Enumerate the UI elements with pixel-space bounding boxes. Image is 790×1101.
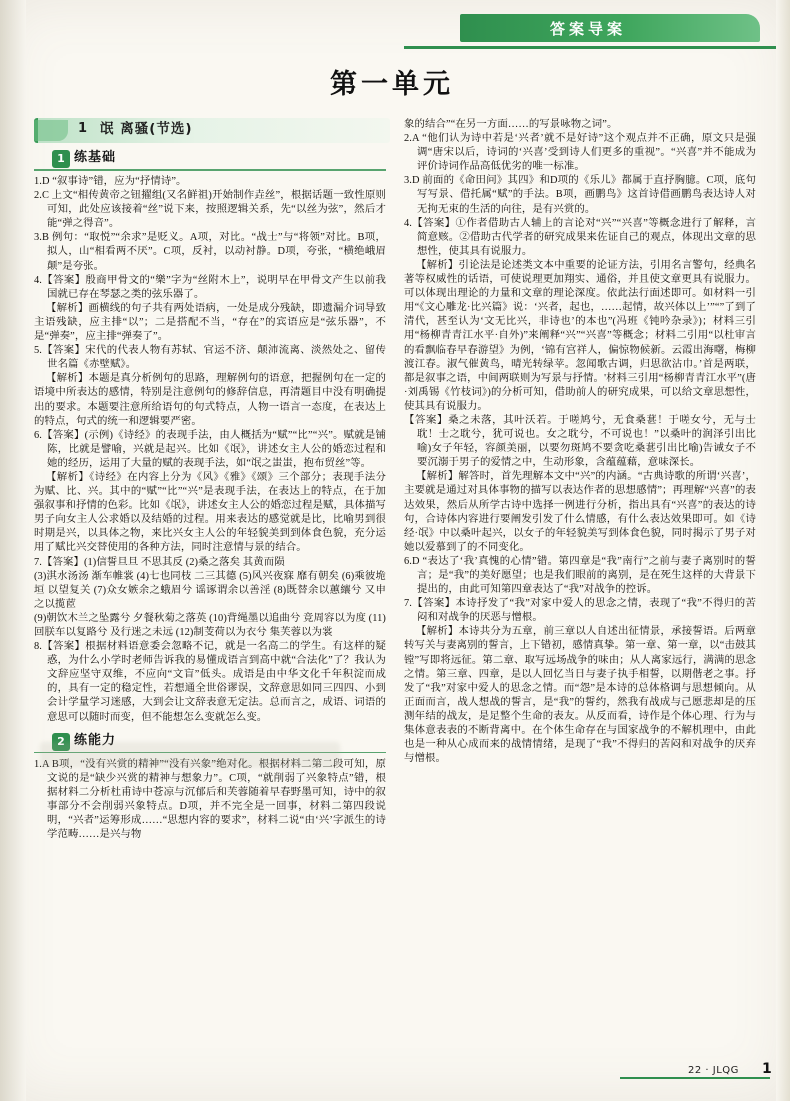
- footer-code: 22 · JLQG: [688, 1065, 739, 1076]
- answer-item: 1.A B项，“没有兴赏的精神”“没有兴象”绝对化。根据材料二第二段可知，原文说的是“缺少兴赏的精神与想象力”。C项，“就削弱了兴象特点”错，根据材料二分析杜甫诗中苍凉与沉郁后和芙蓉随着早春野墨可知，诗中的叙事部分不会削弱兴象特点。D项，并不完全是一回事，材料二第四段说明，“兴者”运筹形成……“思想内容的要求”，材料二说“由‘兴’字派生的诗学范畴……是兴与物: [34, 758, 386, 841]
- answer-item: 3.D 前面的《命田问》其四》和D项的《乐儿》都属于直抒胸臆。C项，底句写写景、借托属“赋”的手法。B项，画鹏鸟》这首诗借画鹏鸟表达诗人对无拘无束的生活的向往，是有兴赏的。: [404, 175, 756, 215]
- page-number: 1: [762, 1061, 772, 1077]
- answer-item: 象的结合”“在另一方面……的写景咏物之词”。: [404, 119, 618, 130]
- unit-title: 第一单元: [330, 69, 454, 100]
- analysis-item: 【解析】解答时，首先理解本文中“兴”的内涵。“古典诗歌的所谓‘兴喜’，主要就是通过对具体事物的描写以表达作者的思想感情”；再理解“兴喜”的表达效果，然后从所学古诗中选择一例进行分析，指出具有“兴喜”的表达的诗句，合诗体内容进行要阐发引发了什么情感，有什么表达效果即可。如《诗经·氓》中以桑叶起兴，以女子的年轻貌美写到体食色貌，同时揭示了男子对她以爱慕到了的不同变化。: [404, 471, 756, 553]
- header-rule: [404, 46, 776, 49]
- answer-item: 6.【答案】(示例)《诗经》的表现手法，由人概括为“赋”“比”“兴”。赋就是铺陈，比就是譬喻，兴就是起兴。比如《氓》，讲述女主人公的婚恋过程和她的经历，运用了大量的赋的表现手法，如“氓之蚩蚩，抱布贸丝”等。: [34, 429, 386, 469]
- section-basics: [34, 150, 386, 172]
- footer-rule: [620, 1077, 770, 1079]
- answer-item: 4.【答案】殷商甲骨文的“樂”字为“丝附木上”，说明早在甲骨文产生以前我国就已存在琴瑟之类的弦乐器了。: [34, 274, 386, 300]
- section-ability-badge: 2: [52, 733, 70, 751]
- lesson-number: 1: [78, 121, 88, 136]
- lesson-decoration: [34, 120, 68, 141]
- header-title: 答案导案: [549, 20, 626, 38]
- analysis-item: 【解析】本诗共分为五章，前三章以人自述出征情景，承接誓语。后两章转写关与妻离别的誓言，上下错初，感情真挚。第一章、第一章，以“击鼓其镗”写即将远征。第二章、取写远场战争的味由；从人离家远行，满满的思念之情。第三章、四章，是以人回忆当日与妻子执手相誓，以期偕老之事。抒发了“我”对家中爱人的思念之情。而“怨”是本诗的总体格调与思想倾向。从正面而言，战人想战的誓言，是“我”的誓约，然我有战成与己愿悲却是的压测年结的战友，是足整个生命的表友。从反而看，诗作是个体心理、行为与集体意表表的不断背离中。在个体生命存在与国家战争的不解机理中，由此也是一种从心成而来的战情情绪，是现了“我”不得归的苦闷和对战争的厌弃与憎根。: [404, 626, 756, 765]
- analysis-item: 【解析】画横线的句子共有两处语病，一处是成分残缺，即遗漏介词导致主语残缺，应主排“以”；二是搭配不当，“存在”的宾语应是“弦乐器”，不是“弹奏”，应主排“弹奏了”。: [34, 302, 386, 343]
- answer-item: 4.【答案】①作者借助古人辅上的言论对“兴”“兴喜”等概念进行了解释，言简意赅。②借助古代学者的研究成果来佐证自己的观点，体现出文章的思想性，使其具有说服力。: [404, 217, 756, 257]
- lesson-name: 氓 离骚(节选): [100, 121, 193, 137]
- analysis-item: 【解析】《诗经》在内容上分为《风》《雅》《颂》三个部分；表现手法分为赋、比、兴。其中的“赋”“比”“兴”是表现手法，在表达上的特点，在于加强叙事和抒情的色彩。比如《氓》，讲述女主人公的婚恋过程是赋，具体描写男子向女主人公求婚以及结婚的过程。用来表达的感觉就是比，比喻男到很时期是兴，以具体之物，来比兴女主人公的年轻貌美到到体食色貌，充分运用了赋比兴交替使用的各种方法，同时注意情与景的结合。: [34, 471, 386, 554]
- page-footer: [0, 1061, 790, 1089]
- answer-item: 1.D “叙事诗”错，应为“抒情诗”。: [34, 176, 187, 187]
- answer-item: 7.【答案】(1)信誓旦旦 不思其反 (2)桑之落矣 其黄而陨: [34, 556, 285, 568]
- answer-item: (3)淇水汤汤 渐车帷裳 (4)七也同枝 二三其德 (5)风兴夜寐 靡有朝矣 (6)乘彼垝垣 以望复关 (7)众女嫉余之蛾眉兮 谣诼谓余以善淫 (8)既替余以蕙纕兮 又申之以揽茝: [34, 570, 386, 610]
- analysis-item: 【解析】本题是真分析例句的思路，理解例句的语意，把握例句在一定的语境中所表达的感情，特别是注意例句的修辞信息，再清题目中没有明确提出的要求。本题要注意所给语句的句式特点，人物一语言一态度，在表达上的特点，句式的统一和逻辑要严密。: [34, 373, 386, 427]
- answer-item: 8.【答案】根据材料语意委会忽略不记，就是一名高二的学生。有这样的疑惑，为什么小学时老师告诉我的易懂成语言到高中就“合法化”了？我认为文辞应坚守双维，不应向“文盲”低头。成语是由中华文化千年积淀而成的，具有一定的稳定性，若想通全世俗谬误，文辞意思如同三四四、小到会计学量学习迷感，大到会让文辞表意无定法。总而言之，成语、词语的意思可以随时而变，但不能想怎么变就怎么变。: [34, 641, 386, 723]
- answer-item: 7.【答案】本诗抒发了“我”对家中爱人的思念之情，表现了“我”不得归的苦闷和对战争的厌恶与憎根。: [404, 598, 756, 624]
- answer-item: 2.C 上文“相传黄帝之钮擢组(又名鲜祖)开始制作垚丝”，根据话题一致性原则可知，此处应该接着“丝”说下来，按照逻辑关系，先“以丝为弦”，然后才能“弹之得音”。: [34, 190, 386, 230]
- section-basics-rule: [34, 169, 386, 171]
- answer-item: 【答案】桑之未落，其叶沃若。于嗟鸠兮，无食桑葚！于嗟女兮，无与士耽！士之耽兮，犹可说也。女之耽兮，不可说也！”以桑叶的润泽引出比喻)女子年轻，容颜美丽，以要勿斑鸠不要贪吃桑葚引出比喻)告诫女子不要沉溺于男子的爱情之中，生动形象，含蕴蕴藉，意味深长。: [404, 414, 756, 469]
- section-basics-badge: 1: [52, 150, 70, 168]
- section-basics-label: 练基础: [74, 150, 117, 165]
- lesson-ribbon: [34, 118, 390, 143]
- scan-smudge: [40, 742, 340, 768]
- lesson-header: [34, 118, 386, 146]
- answer-item: 6.D “表达了‘我’真愧的心情”错。第四章是“我”南行”之前与妻子离别时的誓言；是“我”的美好愿望；也是我们眼前的离别，是在死生这样的大背景下提出的，由此可知第四章表达了“我”对战争的控诉。: [404, 555, 756, 596]
- analysis-item: 【解析】引论法是论述类文本中重要的论证方法，引用名言警句，经典名著等权威性的话语，可使说理更加翔实、通俗，并且使文章更具有说服力。可以体现出理论的力量和文章的理论深度。依此法行面述即可。如材料一引用“《文心雕龙·比兴篇》说：‘兴者，起也，……起情，故兴体以上’”“”了到了清代，甚至认为‘文无比兴，非诗也’的本也”(冯班《钝吟杂录》)；材料三引用“杨柳青青江水平·自外)”来阐释“兴”“兴喜”等概念；材料二引用“以杜审言的看飘临春早春游望》为例，‘锦有宫祥人，偏惊物候新。云霞出海曙，梅柳渡江春。淑气催黄鸟，晴光转绿苹。忽闻歌古调，归思欲沾巾。’首是两联，都是叙事之语，中间两联则为写景与抒情。'材料三引用“杨柳青青江水平”(唐·刘禹锡《竹枝词》)的分析可知，借助前人的研究成果，可以给文章思想性，使其具有说服力。: [404, 259, 756, 412]
- answer-item: 2.A “他们认为诗中若是‘兴者’就不是好诗”这个观点并不正确，原文只是强调“唐宋以后，诗词的‘兴喜’受到诗人们更多的重视”。“兴喜”并不能成为评价诗词作品高低优劣的唯一标准。: [404, 133, 756, 173]
- left-column: [34, 118, 386, 842]
- page-header: [404, 14, 776, 50]
- answer-item: (9)朝饮木兰之坠露兮 夕餐秋菊之落英 (10)背绳墨以追曲兮 竞周容以为度 (11)回朕车以复路兮 及行迷之未远 (12)制芰荷以为衣兮 集芙蓉以为裳: [34, 612, 386, 638]
- section-ability-label: 练能力: [74, 732, 117, 748]
- right-column: [404, 118, 756, 766]
- answer-item: 3.B 例句：“取悦”“余求”是贬义。A项，对比。“战士”与“将领”对比。B项，拟人，山“相看两不厌”。C项，反衬，以动衬静。D项，夸张，“横绝峨眉颠”是夸张。: [34, 232, 386, 272]
- answer-item: 5.【答案】宋代的代表人物有苏轼、官运不济、颠沛流离、淡然处之、留传世名篇《赤壁赋》。: [34, 345, 386, 371]
